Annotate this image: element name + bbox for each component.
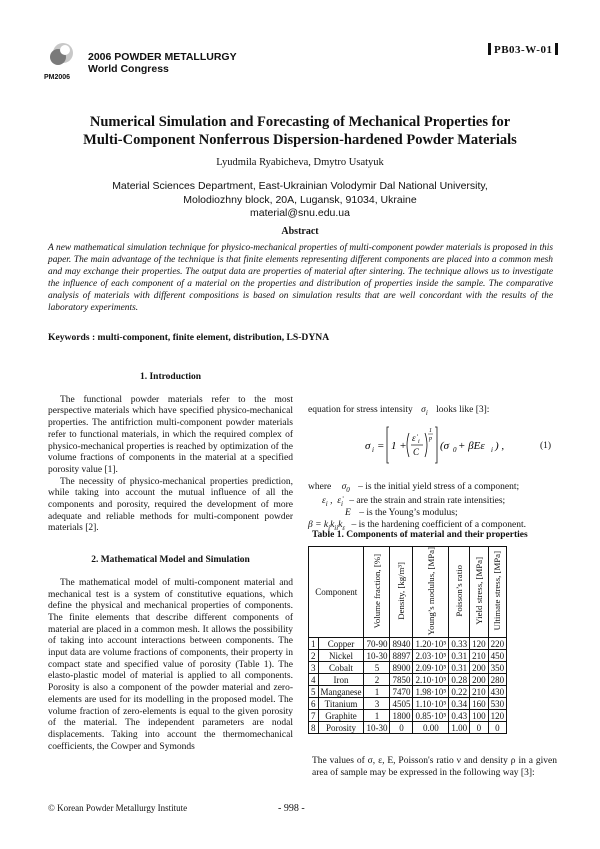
- svg-text:p: p: [429, 436, 432, 442]
- where-line-2: $\varepsilon_i$ , $\varepsiloṅ_i$ – are the strain and strain rate intensities;: [322, 496, 506, 508]
- svg-text:+ βEε: + βEε: [458, 440, 485, 452]
- svg-text:) ,: ) ,: [495, 440, 505, 452]
- svg-text:1: 1: [429, 428, 432, 434]
- table-row: 7 Graphite 1 1800 0.85·10⁵ 0.43 100 120: [309, 710, 507, 722]
- equation-1: [365, 423, 525, 467]
- where-line-3: E – is the Young’s modulus;: [345, 508, 458, 518]
- table-row: 5 Manganese 1 7470 1.98·10⁵ 0.22 210 430: [309, 686, 507, 698]
- table-row: 8 Porosity 10-30 0 0.00 1.00 0 0: [309, 722, 507, 734]
- intro-paragraph-1: The functional powder materials refer to the most perspective materials which have specified physico-mechanical properties. The antifriction multi-component powder materials refer to functional materials, in which the required complex of physico-mechanical properties is reached by optimization of the volume fractions of components in the material at a specified porosity value [1].: [48, 394, 293, 475]
- footer-copyright: © Korean Powder Metallurgy Institute: [48, 803, 188, 813]
- abstract-text: A new mathematical simulation technique for physico-mechanical properties of multi-component powder materials is proposed in this paper. The main advantage of the technique is that finite elements representing different components are placed into a common mesh and may exchange their properties. The output data are properties of material after sintering. The technique allows us to investigate the influence of each component of a material on the properties and distribution of properties inside the sample. The comparative analysis of materials with different compositions is based on simulation results that are well concordant with the results of the laboratory experiments.: [48, 243, 553, 314]
- header-yield: Yield stress, [MPa]: [470, 547, 489, 638]
- affiliation: Material Sciences Department, East-Ukrainian Volodymir Dal National University, Molodiozhny block, 20A, Lugansk, 91034, Ukraine material@snu.edu.ua: [112, 180, 488, 219]
- svg-text:ε̇: ε̇: [412, 433, 416, 443]
- header-component: Component: [309, 547, 364, 638]
- properties-table: [308, 546, 507, 734]
- svg-text:=: =: [377, 440, 385, 452]
- header-ultimate: Ultimate stress, [MPa]: [488, 547, 507, 638]
- header-density: Density, [kg/m³]: [390, 547, 413, 638]
- svg-text:i: i: [418, 439, 420, 445]
- model-paragraph-1: The mathematical model of multi-component material and mechanical test is a system of constitutive equations, which define the physical and mechanical properties of components. The finite elements that describe different components of material are placed in a common mesh. It allows the possibility of taking into account interactions between components. The input data are volume fractions of components, their property in compact state and specified value of porosity (Table 1). The elasto-plastic model of material is applied to all components. Porosity is also a component of the powder material and zero-elements are used for its modelling in the proposed model. The volume fraction of zero-elements is equal to the given porosity of the material. The independent parameters are nodal displacements. Taking into account the thermomechanical coefficients, the Cowper and Symonds: [48, 577, 293, 752]
- logo-text: PM2006: [44, 74, 71, 81]
- paper-id-badge: PB03-W-01: [485, 43, 561, 56]
- header-volume: Volume fraction, [%]: [364, 547, 390, 638]
- conference-name: 2006 POWDER METALLURGY World Congress: [88, 51, 237, 75]
- svg-text:1 +: 1 +: [391, 440, 407, 452]
- intro-heading: 1. Introduction: [139, 372, 202, 382]
- svg-text:σ: σ: [365, 440, 371, 452]
- equation-intro: equation for stress intensity $\sigma_i$ looks like [3]:: [308, 405, 490, 417]
- table-caption: Table 1. Components of material and their properties: [312, 530, 528, 540]
- table-row: 3 Cobalt 5 8900 2.09·10⁵ 0.31 200 350: [309, 662, 507, 674]
- table-row: 2 Nickel 10-30 8897 2.03·10⁵ 0.31 210 450: [309, 650, 507, 662]
- table-row: 6 Titanium 3 4505 1.10·10⁵ 0.34 160 530: [309, 698, 507, 710]
- header-poisson: Poisson’s ratio: [449, 547, 470, 638]
- table-row: 1 Copper 70-90 8940 1.20·10⁵ 0.33 120 220: [309, 638, 507, 650]
- left-column: [48, 372, 293, 753]
- keywords: Keywords : multi-component, finite element, distribution, LS-DYNA: [48, 332, 330, 343]
- header-young: Young’s modulus, [MPa]: [413, 547, 449, 638]
- table-row: 4 Iron 2 7850 2.10·10⁵ 0.28 200 280: [309, 674, 507, 686]
- after-table-paragraph: The values of σ, ε, E, Poisson's ratio ν and density ρ in a given area of sample may be expressed in the following way [3]:: [312, 756, 557, 778]
- svg-text:(σ: (σ: [440, 440, 450, 452]
- intro-paragraph-2: The necessity of physico-mechanical properties prediction, while taking into account the mutual influence of all the components and porosity, required the development of more adequate and reliable methods for multi-component powder materials [2].: [48, 476, 293, 534]
- authors: Lyudmila Ryabicheva, Dmytro Usatyuk: [216, 157, 384, 168]
- model-heading: 2. Mathematical Model and Simulation: [91, 555, 250, 566]
- where-line-4: $\beta = k_ik_{ii}k_\varepsilon$ – is the hardening coefficient of a component.: [308, 520, 526, 532]
- svg-text:i: i: [491, 446, 493, 454]
- svg-text:i: i: [372, 446, 374, 454]
- equation-number: (1): [540, 441, 552, 451]
- abstract-heading: Abstract: [281, 226, 319, 237]
- svg-text:0: 0: [453, 446, 457, 454]
- svg-text:C: C: [413, 447, 420, 457]
- paper-title: Numerical Simulation and Forecasting of Mechanical Properties for Multi-Component Nonferrous Dispersion-hardened Powder Materials: [83, 114, 517, 148]
- where-line-1: where $\sigma_0$ – is the initial yield stress of a component;: [308, 482, 520, 494]
- table-header-row: [309, 547, 507, 638]
- page-number: - 998 -: [278, 803, 305, 814]
